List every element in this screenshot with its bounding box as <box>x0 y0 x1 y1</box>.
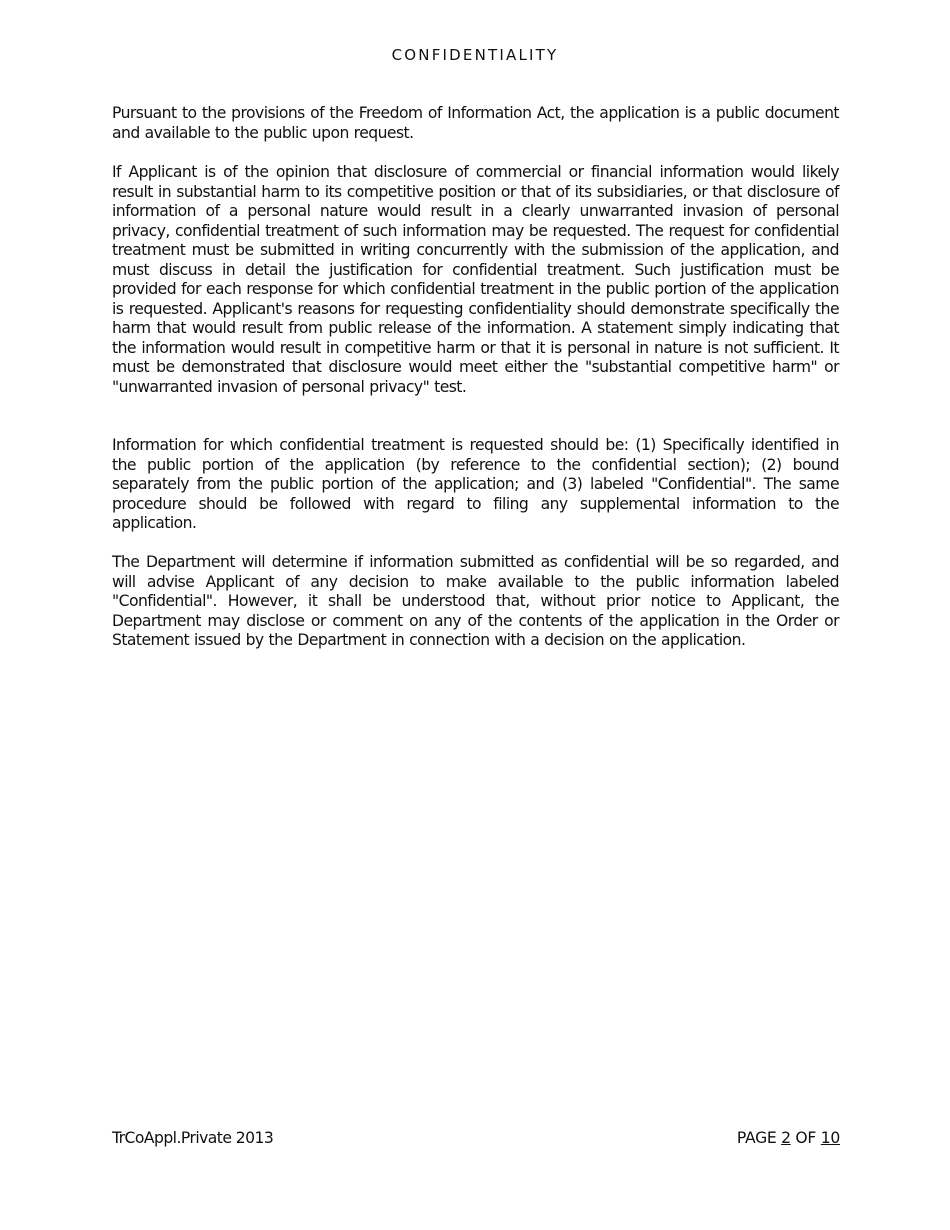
page-number: 2 <box>781 1129 791 1147</box>
page-total: 10 <box>820 1129 840 1147</box>
paragraph-foia: Pursuant to the provisions of the Freedom of Information Act, the application is a public document and available to the public upon request. <box>112 104 839 142</box>
footer-form-id: TrCoAppl.Private 2013 <box>112 1129 274 1147</box>
page-label: PAGE <box>736 1129 777 1147</box>
paragraph-identification-requirements: Information for which confidential treatment is requested should be: (1) Specifically identified in the public portion of the application (by reference to the confidential section); (2) bound separately from the public portion of the application; and (3) labeled "Confidential". The same procedure should be followed with regard to filing any supplemental information to the application. <box>112 436 839 532</box>
of-label: OF <box>795 1129 817 1147</box>
page-title: CONFIDENTIALITY <box>391 46 559 64</box>
footer-page-indicator <box>737 1129 840 1147</box>
paragraph-department-determination: The Department will determine if information submitted as confidential will be so regarded, and will advise Applicant of any decision to make available to the public information labeled "Confidential". However, it shall be understood that, without prior notice to Applicant, the Department may disclose or comment on any of the contents of the application in the Order or Statement issued by the Department in connection with a decision on the application. <box>112 553 839 649</box>
paragraph-confidential-request: If Applicant is of the opinion that disclosure of commercial or financial information would likely result in substantial harm to its competitive position or that of its subsidiaries, or that disclosure of information of a personal nature would result in a clearly unwarranted invasion of personal privacy, confidential treatment of such information may be requested. The request for confidential treatment must be submitted in writing concurrently with the submission of the application, and must discuss in detail the justification for confidential treatment. Such justification must be provided for each response for which confidential treatment in the public portion of the application is requested. Applicant's reasons for requesting confidentiality should demonstrate specifically the harm that would result from public release of the information. A statement simply indicating that the information would result in competitive harm or that it is personal in nature is not sufficient. It must be demonstrated that disclosure would meet either the "substantial competitive harm" or "unwarranted invasion of personal privacy" test. <box>112 163 839 396</box>
